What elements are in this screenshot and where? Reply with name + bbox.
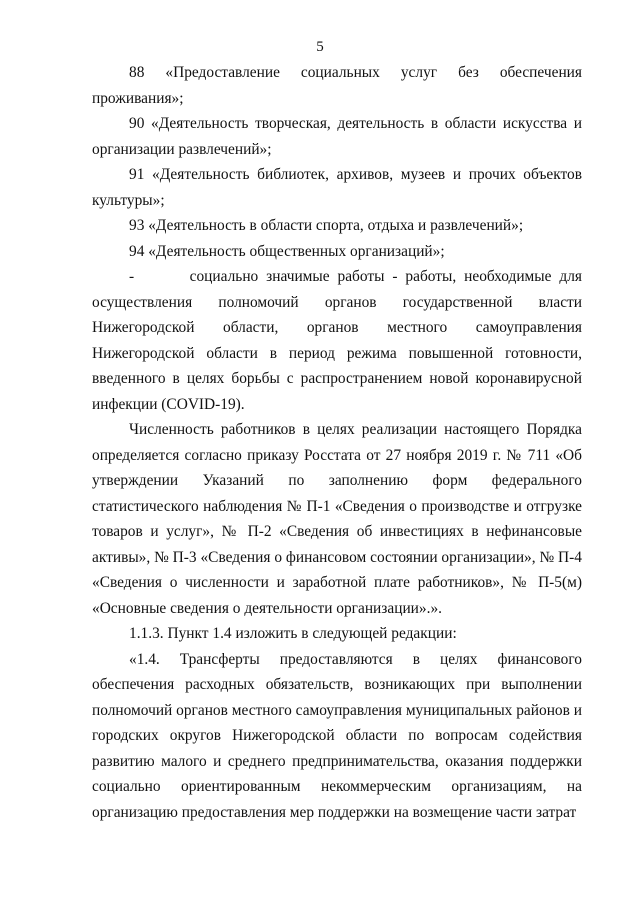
okved-91-paragraph: 91 «Деятельность библиотек, архивов, музеев и прочих объектов культуры»; [92, 166, 582, 209]
employee-count-paragraph: Численность работников в целях реализации настоящего Порядка определяется согласно приказу Росстата от 27 ноября 2019 г. № 711 «Об утверждении Указаний по заполнению форм федерального статистического наблюдения № П-1 «Сведения о производстве и отгрузке товаров и услуг», № П-2 «Сведения об инвестициях в нефинансовые активы», № П-3 «Сведения о финансовом состоянии организации», № П-4 «Сведения о численности и заработной плате работников», № П-5(м) «Основные сведения о деятельности организации».». [92, 421, 582, 617]
page-number: 5 [316, 39, 324, 55]
okved-90-paragraph: 90 «Деятельность творческая, деятельность в области искусства и организации развлечений»; [92, 115, 582, 158]
okved-88-paragraph: 88 «Предоставление социальных услуг без обеспечения проживания»; [92, 64, 582, 107]
clause-1-1-3-paragraph: 1.1.3. Пункт 1.4 изложить в следующей редакции: [129, 625, 457, 642]
document-body [92, 60, 582, 825]
clause-1-4-paragraph: «1.4. Трансферты предоставляются в целях финансового обеспечения расходных обязательств, возникающих при выполнении полномочий органов местного самоуправления муниципальных районов и городских округов Нижегородской области по вопросам содействия развитию малого и среднего предпринимательства, оказания поддержки социально ориентированным некоммерческим организациям, на организацию предоставления мер поддержки на возмещение части затрат [92, 650, 582, 821]
okved-94-paragraph: 94 «Деятельность общественных организаций»; [129, 242, 445, 260]
okved-93-paragraph: 93 «Деятельность в области спорта, отдыха и развлечений»; [129, 217, 524, 234]
social-work-definition-paragraph: - социально значимые работы - работы, необходимые для осуществления полномочий органов государственной власти Нижегородской области, органов местного самоуправления Нижегородской области в период режима повышенной готовности, введенного в целях борьбы с распространением новой коронавирусной инфекции (COVID-19). [92, 268, 582, 413]
